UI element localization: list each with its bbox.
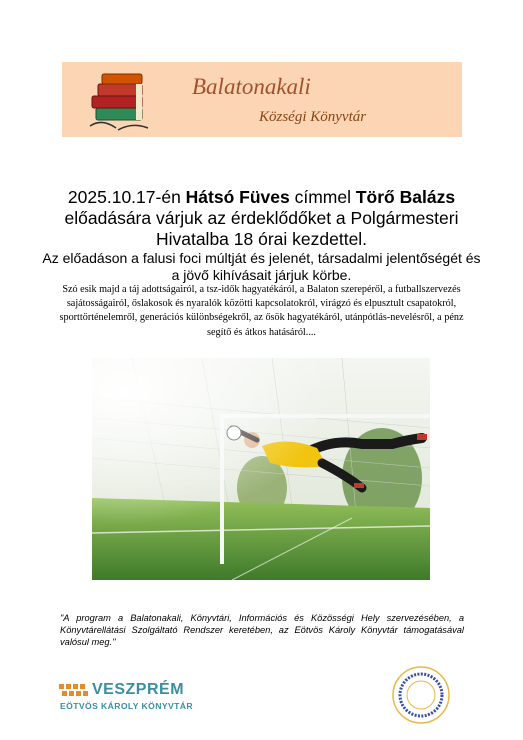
event-details: előadására várjuk az érdeklődőket a Polgármesteri Hivatalba 18 órai kezdettel. — [64, 208, 459, 249]
event-title: Hátsó Füves — [185, 187, 290, 207]
event-headline — [40, 187, 483, 250]
community-space-seal-icon — [390, 664, 452, 726]
logo-veszprem-text: VESZPRÉM — [92, 681, 185, 698]
sponsor-quote: "A program a Balatonakali, Könyvtári, Információs és Közösségi Hely szervezésében, a Könyvtárellátási Szolgáltató Rendszer keretében, az Eötvös Károly Könyvtár támogatásával valósul meg." — [60, 613, 464, 647]
goalkeeper-photo — [92, 358, 430, 580]
library-subtitle: Községi Könyvtár — [259, 109, 367, 125]
books-icon — [82, 68, 154, 134]
event-title-connector: címmel — [289, 187, 356, 207]
event-description: Szó esik majd a táj adottságairól, a tsz-idők hagyatékáról, a Balaton szerepéről, a futballszervezés sajátosságairól, őslakosok és nyaralók közötti kapcsolatokról, virágzó és elpusztult csapatokról, sporttörténelemről, generációs különbségekről, az ősök hagyatékáról, utánpótlás-nevelésről, a pénz segítő és átkos hatásáról.... — [59, 284, 464, 338]
event-date: 2025.10.17-én — [67, 187, 186, 207]
library-banner — [62, 62, 462, 137]
event-speaker: Törő Balázs — [355, 187, 456, 207]
logo-library-text: EÖTVÖS KÁROLY KÖNYVTÁR — [60, 701, 193, 711]
library-name: Balatonakali — [192, 74, 311, 99]
event-subtitle: Az előadáson a falusi foci múltját és jelenét, társadalmi jelentőségét és a jövő kihívásait járjuk körbe. — [42, 250, 481, 283]
